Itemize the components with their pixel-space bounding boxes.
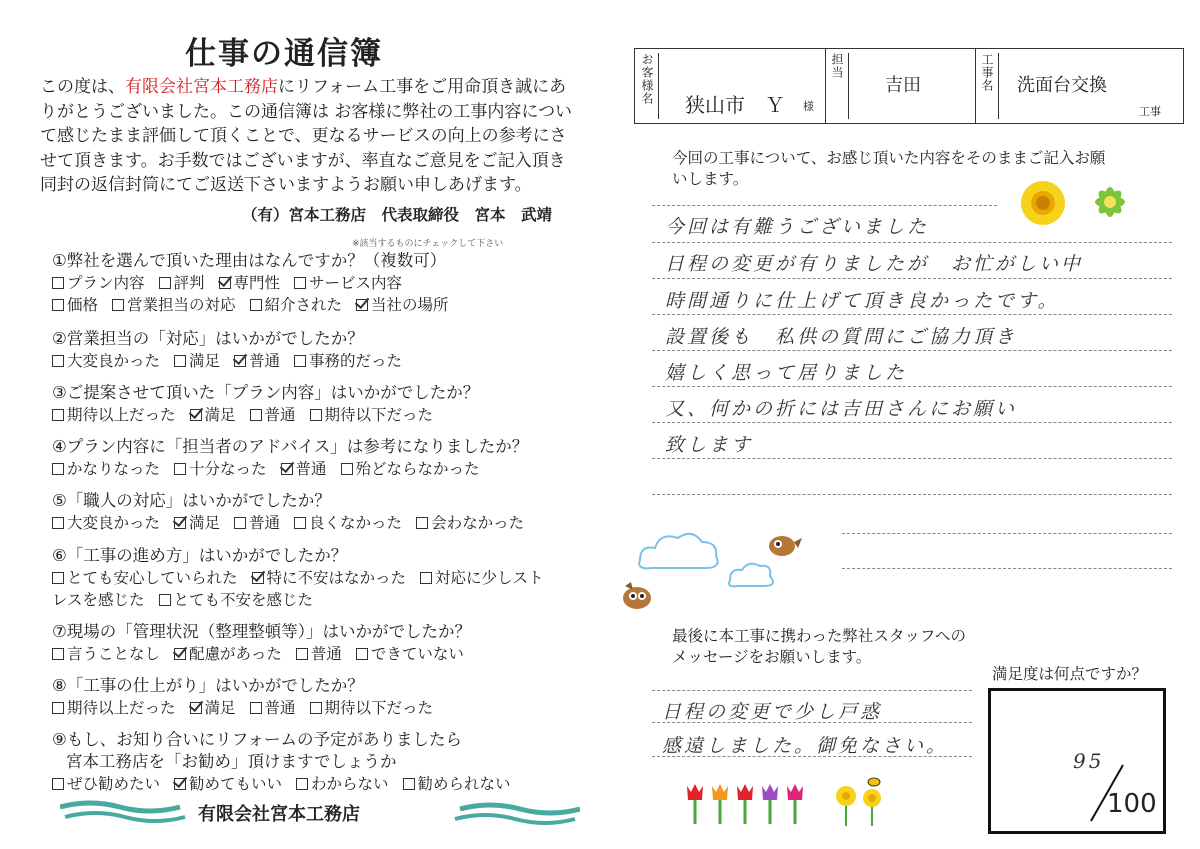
option-checkbox[interactable] [174,458,267,480]
checkbox-icon[interactable] [52,702,64,714]
option-label: ぜひ勧めたい [67,775,161,793]
option-label: 期待以下だった [324,406,434,424]
option-label: 満足 [204,406,236,424]
option-checkbox[interactable] [52,643,160,665]
option-checkbox[interactable] [174,773,282,795]
checkbox-icon[interactable] [159,594,171,606]
option-label: 大変良かった [67,352,161,370]
comment-line [842,533,1172,534]
option-checkbox[interactable] [219,272,281,294]
option-label: 満足 [204,699,236,717]
option-label: 満足 [189,514,221,532]
option-label: 言うことなし [67,645,161,663]
option-checkbox[interactable] [52,567,238,589]
checked-box-icon[interactable] [252,572,264,584]
message-line [652,690,972,691]
checkbox-icon[interactable] [52,299,64,311]
checkbox-icon[interactable] [234,517,246,529]
question-title: ④プラン内容に「担当者のアドバイス」は参考になりましたか？ [52,437,529,456]
option-checkbox[interactable] [234,512,280,534]
footer-company: 有限会社宮本工務店 [198,804,360,825]
option-label: 大変良かった [67,514,161,532]
option-row [52,458,528,480]
comment-line [652,386,1172,387]
comment-text-6: 又、何かの折には吉田さんにお願い [665,398,1018,420]
customer-header [634,48,1184,124]
daisy-icon [1088,180,1132,224]
option-label: 営業担当の対応 [127,296,236,314]
checkbox-icon[interactable] [250,409,262,421]
checkbox-icon[interactable] [341,463,353,475]
option-row [52,589,558,611]
checkbox-icon[interactable] [420,572,432,584]
checkbox-icon[interactable] [296,648,308,660]
work-name: 洗面台交換 [1017,75,1107,96]
question-title: ⑨もし、お知り合いにリフォームの予定がありましたら [52,730,462,749]
comment-line [652,422,1172,423]
comment-text-2: 日程の変更が有りましたが お忙がしい中 [665,253,1084,275]
option-label: 殆どならなかった [355,460,480,478]
option-checkbox[interactable] [52,294,98,316]
comment-line [652,242,1172,243]
checkbox-icon[interactable] [112,299,124,311]
option-checkbox[interactable] [281,458,327,480]
option-row [52,272,463,294]
question-7 [52,621,478,665]
question-title: ⑦現場の「管理状況（整理整頓等）」はいかがでしたか？ [52,622,472,641]
checkbox-icon[interactable] [52,355,64,367]
option-label: 期待以上だった [67,406,176,424]
option-label: 期待以上だった [67,699,176,717]
checkbox-icon[interactable] [174,463,186,475]
message-text-2: 感遠しました。御免なさい。 [662,735,949,757]
checkbox-icon[interactable] [296,778,308,790]
option-checkbox[interactable] [294,350,402,372]
checked-box-icon[interactable] [234,355,246,367]
option-label: とても不安を感じた [173,591,314,609]
staff-name: 吉田 [885,75,921,96]
option-label: 十分なった [189,460,267,478]
option-checkbox[interactable] [159,272,205,294]
option-checkbox[interactable] [420,567,544,589]
intro-company: 有限会社宮本工務店 [125,77,278,97]
page-title: 仕事の通信簿 [185,36,383,72]
question-title: ①弊社を選んで頂いた理由はなんですか？（複数可） [52,251,447,270]
option-label: 事務的だった [309,352,403,370]
question-6 [52,545,558,611]
checked-box-icon[interactable] [190,409,202,421]
option-checkbox[interactable] [174,350,220,372]
option-checkbox[interactable] [341,458,480,480]
option-label: 期待以下だった [324,699,434,717]
option-row [52,567,558,589]
message-prompt: 最後に本工事に携わった弊社スタッフへのメッセージをお願いします。 [672,627,967,666]
option-checkbox[interactable] [52,272,145,294]
option-label: 勧めてもいい [189,775,283,793]
customer-name: 狭山市 Ｙ [685,93,785,117]
checked-box-icon[interactable] [174,648,186,660]
comment-text-5: 嬉しく思って居りました [665,362,908,384]
checked-box-icon[interactable] [190,702,202,714]
option-checkbox[interactable] [296,773,389,795]
question-title: ⑥「工事の進め方」はいかがでしたか？ [52,546,348,565]
option-label: 普通 [264,406,296,424]
checkbox-icon[interactable] [52,778,64,790]
checkbox-icon[interactable] [52,517,64,529]
checked-box-icon[interactable] [281,463,293,475]
score-value: 95 [1073,749,1105,773]
question-4 [52,436,528,480]
option-row [52,643,478,665]
comment-line [842,568,1172,569]
option-checkbox[interactable] [190,697,236,719]
question-5 [52,490,538,534]
comment-line [652,278,1172,279]
option-checkbox[interactable] [174,512,220,534]
checkbox-icon[interactable] [52,572,64,584]
option-label: 普通 [249,352,281,370]
option-label: プラン内容 [67,274,145,292]
question-3 [52,382,479,426]
option-label: 価格 [67,296,99,314]
option-checkbox[interactable] [250,404,296,426]
option-label: 普通 [264,699,296,717]
question-2 [52,328,416,372]
option-label: レスを感じた [52,591,145,609]
option-row [52,697,447,719]
bird-icon [617,580,657,612]
option-checkbox[interactable] [310,697,434,719]
option-checkbox[interactable] [52,697,176,719]
option-label: 配慮があった [189,645,282,663]
customer-label: お客様名 [639,53,659,119]
option-checkbox[interactable] [190,404,236,426]
comment-prompt: 今回の工事について、お感じ頂いた内容をそのままご記入お願いします。 [672,149,1106,188]
question-subtitle: 宮本工務店を「お勧め」頂けますでしょうか [66,752,397,771]
checkbox-icon[interactable] [52,463,64,475]
option-label: かなりなった [67,460,161,478]
option-label: 対応に少しスト [435,569,544,587]
option-row [52,404,479,426]
question-title: ⑧「工事の仕上がり」はいかがでしたか？ [52,676,364,695]
checkbox-icon[interactable] [294,517,306,529]
option-checkbox[interactable] [403,773,511,795]
option-label: 紹介された [264,296,343,314]
option-checkbox[interactable] [294,272,402,294]
checked-box-icon[interactable] [356,299,368,311]
option-checkbox[interactable] [52,404,176,426]
option-checkbox[interactable] [296,643,342,665]
comment-line [652,314,1172,315]
question-title: ②営業担当の「対応」はいかがでしたか？ [52,329,364,348]
option-label: わからない [311,775,389,793]
flowers-bee-decoration [832,776,888,828]
option-label: 当社の場所 [371,296,449,314]
question-8 [52,675,447,719]
checkbox-icon[interactable] [174,355,186,367]
option-label: 会わなかった [431,514,525,532]
option-label: 良くなかった [309,514,403,532]
checkbox-icon[interactable] [250,702,262,714]
option-row [52,350,416,372]
option-checkbox[interactable] [52,589,145,611]
comment-text-7: 致します [665,434,754,456]
option-label: 特に不安はなかった [266,569,407,587]
question-9 [52,729,525,795]
message-text-1: 日程の変更で少し戸惑 [662,701,883,723]
option-checkbox[interactable] [52,773,160,795]
option-row [52,294,463,316]
tulips-decoration [680,778,820,828]
score-max: 100 [1107,789,1157,819]
score-label: 満足度は何点ですか？ [992,665,1148,683]
sunflower-icon [1018,178,1068,228]
signature: （有）宮本工務店 代表取締役 宮本 武靖 [242,206,553,224]
option-checkbox[interactable] [174,643,282,665]
option-label: 専門性 [233,274,281,292]
checkbox-icon[interactable] [416,517,428,529]
option-checkbox[interactable] [234,350,280,372]
check-note: ※該当するものにチェックして下さい [352,239,504,249]
checkbox-icon[interactable] [250,299,262,311]
comment-line [652,458,1172,459]
checkbox-icon[interactable] [52,648,64,660]
checkbox-icon[interactable] [52,277,64,289]
question-1 [52,250,463,316]
option-label: 評判 [173,274,205,292]
option-label: サービス内容 [309,274,403,292]
comment-text-3: 時間通りに仕上げて頂き良かったです。 [665,290,1060,312]
comment-line [652,350,1172,351]
intro-text [40,75,580,198]
option-checkbox[interactable] [416,512,524,534]
option-checkbox[interactable] [52,512,160,534]
option-checkbox[interactable] [356,643,464,665]
comment-text-1: 今回は有難うございました [665,216,930,238]
intro-post: にリフォーム工事をご用命頂き誠にありがとうございました。この通信簿は お客様に弊社の工事内容について感じたまま評価して頂くことで、更なるサービスの向上の参考にさせて頂きます。お手数ではございますが、率直なご意見をご記入頂き 同封の返信封筒にてご返送下さいますようお願い申しあげます。 [40,77,573,195]
option-label: できていない [370,645,464,663]
option-checkbox[interactable] [52,458,160,480]
option-checkbox[interactable] [356,294,449,316]
option-checkbox[interactable] [294,512,402,534]
option-checkbox[interactable] [112,294,236,316]
option-checkbox[interactable] [52,350,160,372]
option-checkbox[interactable] [250,697,296,719]
staff-label: 担当 [829,53,849,119]
option-checkbox[interactable] [250,294,343,316]
option-label: 満足 [189,352,221,370]
checked-box-icon[interactable] [174,517,186,529]
option-row [52,512,538,534]
bird-icon [764,530,804,560]
comment-text-4: 設置後も 私供の質問にご協力頂き [665,326,1018,348]
checkbox-icon[interactable] [310,702,322,714]
checkbox-icon[interactable] [294,277,306,289]
option-row [52,773,525,795]
checked-box-icon[interactable] [174,778,186,790]
work-suffix: 工事 [1139,105,1161,118]
option-checkbox[interactable] [159,589,314,611]
intro-pre: この度は、 [40,77,125,97]
checkbox-icon[interactable] [294,355,306,367]
checkbox-icon[interactable] [52,409,64,421]
checked-box-icon[interactable] [219,277,231,289]
question-title: ③ご提案させて頂いた「プラン内容」はいかがでしたか？ [52,383,480,402]
checkbox-icon[interactable] [159,277,171,289]
checkbox-icon[interactable] [356,648,368,660]
option-label: 普通 [310,645,342,663]
score-box [988,688,1166,834]
customer-suffix: 様 [803,100,814,113]
question-title: ⑤「職人の対応」はいかがでしたか？ [52,491,331,510]
work-label: 工事名 [979,53,999,119]
checkbox-icon[interactable] [310,409,322,421]
option-checkbox[interactable] [310,404,434,426]
checkbox-icon[interactable] [403,778,415,790]
option-checkbox[interactable] [252,567,407,589]
option-label: 勧められない [417,775,511,793]
option-label: 普通 [295,460,327,478]
option-label: 普通 [249,514,281,532]
comment-line [652,494,1172,495]
option-label: とても安心していられた [67,569,238,587]
comment-line [652,205,997,206]
